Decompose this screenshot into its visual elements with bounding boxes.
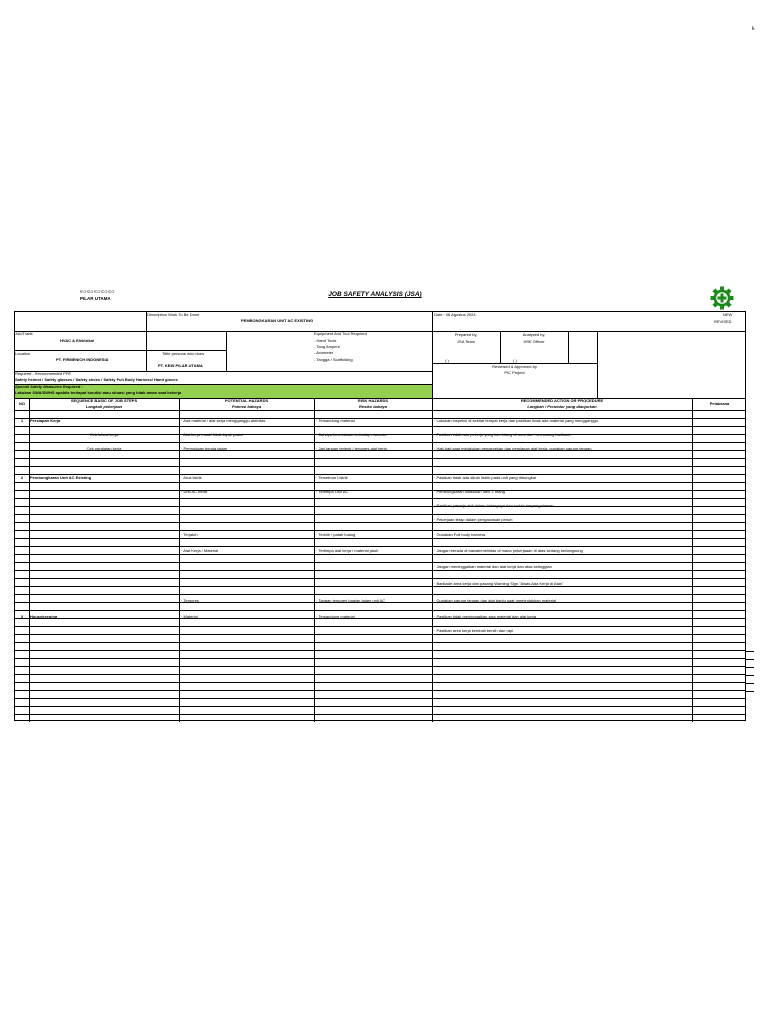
grid-line: [146, 312, 147, 371]
grid-line: [15, 498, 745, 499]
reviewed-value: PIC Project: [504, 370, 525, 375]
row-risk-cell: · Tersandung material: [316, 418, 355, 423]
logo-brand-text: PILAR UTAMA: [80, 296, 111, 301]
logo-glyphs: ꩮꩮꩮꩮꩮ: [80, 288, 116, 295]
grid-line: [15, 466, 745, 467]
grid-line: [15, 610, 745, 611]
grid-line: [15, 426, 745, 427]
job-trade-label: Job/Trade: [15, 331, 33, 336]
row-risk-cell: · Jari tangan terjepit / tergores alat kerja: [316, 446, 387, 451]
reviewed-label: Reviewed & Approved by: [492, 364, 537, 369]
col-action-header: RECOMMENDED ACTION OR PROCEDURE: [520, 398, 604, 403]
grid-line: [226, 331, 227, 371]
row-action-cell: · Barikade area kerja dan pasang Warning Sign "Awas Ada Kerja di Atas": [434, 581, 564, 586]
row-risk-cell: · Tertimpa Unit AC: [316, 489, 349, 494]
row-action-cell: · Pekerjaan tetap dalam pengawasan penuh: [434, 517, 513, 522]
row-step-cell: Housekeeping: [30, 614, 58, 619]
safety-cross-gear-icon: [710, 286, 734, 310]
grid-line: [15, 554, 745, 555]
col-risk-header: RISK HAZARDS: [357, 398, 389, 403]
row-action-cell: · Gunakan sarung tangan dan alat bantu saat memindahkan material: [434, 598, 557, 603]
grid-line: [15, 331, 745, 332]
grid-line: [15, 666, 745, 667]
col-hazards-header: POTENTIAL HAZARDS: [224, 398, 269, 403]
equipment-item: - Tang Ampere: [314, 344, 340, 349]
grid-line: [15, 642, 745, 643]
col-action-subheader: Langkah / Prosedur yang dianjurkan: [527, 404, 597, 409]
grid-line: [15, 410, 745, 411]
row-stub: [746, 659, 754, 660]
grid-line: [15, 350, 146, 351]
row-risk-cell: · Bahaya kecelakaan terhadap manusia: [316, 432, 387, 437]
grid-line: [15, 522, 745, 523]
row-risk-cell: · Tersetrum Listrik: [316, 475, 348, 480]
grid-line: [568, 331, 569, 363]
date-value: Date : 06 Agustus 2024: [434, 312, 476, 317]
row-stub: [746, 691, 754, 692]
row-hazard-cell: · Alat Kerja / Material: [181, 548, 219, 553]
special-measures-label: Special Safety Measures Required :: [15, 384, 83, 389]
row-hazard-cell: · Terjatuh: [181, 532, 198, 537]
company-logo: [80, 288, 120, 306]
ppe-value: Safety helmet / Safety glasses / Safety shoes / Safety Full Body Harness/ Hand gloves: [15, 377, 178, 382]
description-label: Description Work To Be Done: [147, 312, 200, 317]
row-hazard-cell: · Alat kerja rusak/ tidak layak pakai: [181, 432, 243, 437]
row-step-cell: Pembongkaran Unit AC Existing: [30, 475, 92, 480]
row-step-cell: Persiapan Kerja: [30, 418, 61, 423]
grid-line: [15, 442, 745, 443]
row-no-cell: 3: [20, 614, 24, 619]
location-label: Location: [15, 351, 31, 356]
grid-line: [15, 706, 745, 707]
grid-line: [15, 578, 745, 579]
row-action-cell: · Pastikan tidak ada aliran listrik pada unit yang dibongkar: [434, 475, 537, 480]
analyzed-signature: ( ): [513, 358, 517, 363]
analyzed-label: Analyzed by,: [522, 332, 546, 337]
grid-line: [15, 482, 745, 483]
jsa-form: [14, 311, 746, 721]
new-label: NEW: [723, 312, 733, 317]
row-stub: [746, 683, 754, 684]
grid-line: [15, 458, 745, 459]
col-risk-subheader: Resiko bahaya: [358, 404, 387, 409]
analyzed-value: HSE Officer: [523, 339, 545, 344]
row-risk-cell: · Tertimpa alat kerja / material jatuh: [316, 548, 379, 553]
grid-line: [15, 650, 745, 651]
grid-line: [15, 506, 745, 507]
col-no-header: NO: [19, 401, 25, 406]
row-action-cell: · Jangan meninggalkan material dan alat kerja dan atas ketinggian: [434, 564, 552, 569]
grid-line: [597, 331, 598, 398]
grid-line: [15, 682, 745, 683]
grid-line: [15, 698, 745, 699]
document-title: JOB SAFETY ANALYSIS (JSA): [328, 291, 422, 298]
row-action-cell: · Pastikan pekerja ahli dalam bidangnya dan sudah berpengalaman: [434, 503, 554, 508]
row-hazard-cell: · Arus listrik: [181, 475, 202, 480]
row-action-cell: · Pastikan tidak ada pekerja yang lalu lalang di area dan memasang barikade: [434, 432, 571, 437]
grid-line: [15, 562, 745, 563]
grid-line: [15, 714, 745, 715]
grid-line: [15, 634, 745, 635]
equipment-item: - Avometer: [314, 350, 334, 355]
row-action-cell: · Hati-hati saat melakukan pengecekan dan persiapan alat kerja, gunakan sarung tangan: [434, 446, 592, 451]
row-stub: [746, 675, 754, 676]
location-value: PT. FIRMENICH INDONESIA: [56, 357, 109, 362]
grid-line: [15, 626, 745, 627]
row-step-cell: Cek lokasi kerja: [89, 432, 119, 437]
equipment-item: - Tangga / Scaffolding: [314, 357, 353, 362]
row-action-cell: · Jangan berada di bawah/melintas di mana pekerjaaan di atas sedang berlangsung: [434, 548, 583, 553]
col-hazards-subheader: Potensi bahaya: [231, 404, 262, 409]
grid-line: [15, 674, 745, 675]
grid-line: [432, 312, 433, 332]
prepared-label: Prepared by,: [454, 332, 478, 337]
grid-line: [15, 514, 745, 515]
row-risk-cell: · Terkilir / patah tulang: [316, 532, 356, 537]
prepared-signature: ( ): [445, 358, 449, 363]
row-action-cell: · Pastikan tidak meninggalkan sisa material dan alat kerja: [434, 614, 537, 619]
grid-line: [15, 690, 745, 691]
job-trade-value: HVAC & Elektrikal: [60, 338, 94, 343]
grid-line: [15, 530, 745, 531]
col-pic-header: Pelaksana: [709, 401, 730, 406]
row-action-cell: · Lakukan inspeksi di sekitar tempat kerja dan pastikan tidak ada material yang mengganggu: [434, 418, 599, 423]
persons-value: PT. KEIN PILAR UTAMA: [158, 363, 203, 368]
row-action-cell: · Pastikan area kerja kembali bersih dan rapi: [434, 628, 514, 633]
row-action-cell: · Pembongkaran dilakukan oleh 2 orang: [434, 489, 505, 494]
grid-line: [15, 490, 745, 491]
equipment-item: - Hand Tools: [314, 338, 337, 343]
grid-line: [15, 618, 745, 619]
row-hazard-cell: · Material: [181, 614, 198, 619]
row-action-cell: · Gunakan Full body harness: [434, 532, 486, 537]
row-stub: [746, 651, 754, 652]
col-steps-subheader: Langkah pekerjaan: [85, 404, 123, 409]
row-no-cell: 1: [20, 418, 24, 423]
revised-label: REVISED: [714, 319, 732, 324]
grid-line: [15, 546, 745, 547]
row-hazard-cell: · Permukaan benda tajam: [181, 446, 228, 451]
grid-line: [15, 586, 745, 587]
row-stub: [746, 667, 754, 668]
row-risk-cell: · Tangan tergores bagian tajam unit AC: [316, 598, 386, 603]
persons-label: Tittle persons who does: [162, 351, 205, 356]
grid-line: [15, 570, 745, 571]
grid-line: [15, 594, 745, 595]
ppe-label: Required - Recommended PPE: [15, 371, 72, 376]
prepared-value: JSA Team: [457, 339, 475, 344]
col-steps-header: SEQUENCE BASIC OF JOB STEPS: [70, 398, 138, 403]
grid-line: [15, 538, 745, 539]
row-hazard-cell: · Ada material / alat kerja mengganggu aktivitas: [181, 418, 266, 423]
row-hazard-cell: · Tergores: [181, 598, 199, 603]
row-risk-cell: · Tersandung material: [316, 614, 355, 619]
grid-line: [15, 658, 745, 659]
special-measures-value: Lakukan SWA/SWHS apabila terdapat kondisi atau situasi yang tidak aman saat bekerja: [15, 390, 182, 395]
grid-line: [15, 474, 745, 475]
grid-line: [15, 418, 745, 419]
description-value: PEMBONGKARAN UNIT AC EXISTING: [241, 318, 314, 323]
grid-line: [15, 371, 432, 372]
row-no-cell: 2: [20, 475, 24, 480]
row-step-cell: Cek peralatan kerja: [86, 446, 122, 451]
page-corner-mark: k: [752, 26, 755, 32]
row-hazard-cell: · Unit AC berat: [181, 489, 208, 494]
equipment-label: Equipment And Tool Required: [314, 331, 367, 336]
